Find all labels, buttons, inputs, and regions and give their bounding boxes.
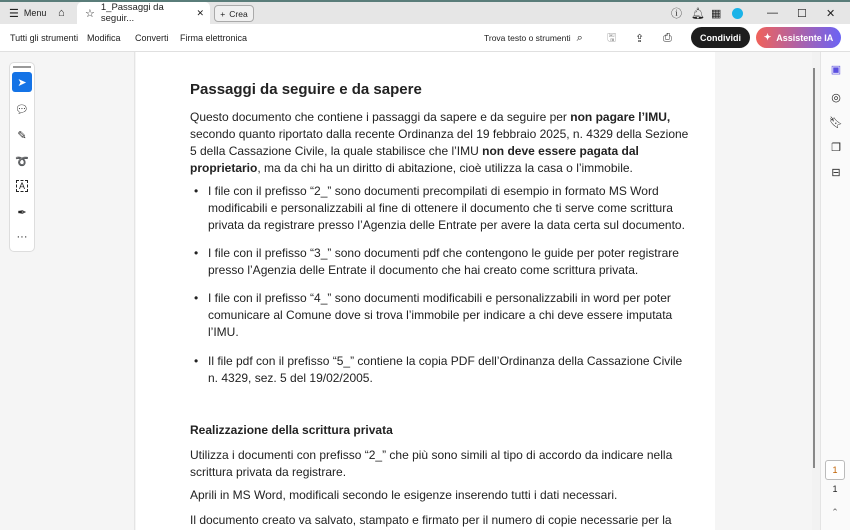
ai-panel-button[interactable] (827, 60, 845, 78)
search-icon: ⌕ (576, 31, 583, 44)
menu-convert[interactable]: Converti (135, 33, 169, 43)
close-icon: ✕ (826, 7, 836, 20)
quick-tools (9, 62, 35, 252)
bookmarks-panel-button[interactable] (827, 113, 845, 131)
text: I file con il prefisso “3_” sono documenti pdf che contengono le guide per poter registrare (208, 246, 679, 260)
highlight-icon: ✎ (17, 129, 27, 142)
menu-esign[interactable]: Firma elettronica (180, 33, 248, 43)
text: Utilizza i documenti con prefisso “2_” che più sono simili al tipo di accordo da indicare nella (190, 448, 673, 462)
section-heading: Realizzazione della scrittura privata (190, 423, 393, 437)
text: modificabili e personalizzabili al fine di ottenere il documento che ti serve come scrittura (208, 201, 673, 215)
tab-title: 1_Passaggi da seguir... (100, 2, 164, 24)
text: presso l’Agenzia delle Entrate il documento che hai creato come scrittura privata. (208, 263, 639, 277)
right-rail (820, 52, 850, 530)
home-icon: ⌂ (58, 7, 65, 19)
text-box-icon: A (16, 180, 28, 192)
print-icon: ⎙ (663, 31, 672, 44)
text: I file con il prefisso “4_” sono documenti modificabili e personalizzabili in word per poter (208, 291, 671, 305)
text-bold: non pagare l’IMU, (570, 110, 671, 124)
ai-chat-icon: ▣ (830, 63, 842, 76)
ai-assistant-button[interactable] (756, 27, 841, 48)
bullet-item (194, 290, 673, 341)
text: Il file pdf con il prefisso “5_” contiene la copia PDF dell’Ordinanza della Cassazione Civile (208, 354, 683, 368)
save-button[interactable] (607, 24, 616, 52)
search-label: Trova testo o strumenti (484, 33, 571, 43)
comment-icon: 💬︎ (15, 103, 29, 116)
more-tools[interactable] (12, 227, 32, 247)
maximize-button[interactable] (797, 2, 807, 24)
share-button[interactable]: Condividi (691, 27, 750, 48)
bullet-icon: • (194, 184, 199, 198)
comment-icon: ◎ (831, 91, 841, 104)
apps-button[interactable] (711, 2, 721, 24)
apps-grid-icon: ▦ (711, 7, 722, 20)
draw-icon: ➰ (15, 155, 29, 168)
menu-all-tools[interactable]: Tutti gli strumenti (10, 33, 79, 43)
text: , ma da chi ha un diritto di abitazione, cioè utilizza la casa o l’immobile. (257, 161, 633, 175)
help-button[interactable] (671, 2, 682, 24)
home-button[interactable] (58, 2, 65, 24)
menu-label: Menu (23, 8, 47, 18)
document-page (136, 52, 715, 530)
close-window-button[interactable] (826, 2, 835, 24)
bookmark-icon: 🔖︎ (829, 116, 843, 129)
bell-icon: 🔔︎ (691, 7, 705, 20)
text: scrittura privata da registrare. (190, 465, 347, 479)
text: I file con il prefisso “2_” sono documenti precompilati di esempio in formato MS Word (208, 184, 659, 198)
draw-tool[interactable] (12, 151, 32, 171)
text-bold: non deve essere pagata dal (482, 144, 639, 158)
cloud-upload-icon: ⇪ (635, 32, 645, 45)
previous-page-button[interactable] (825, 507, 845, 518)
title-bar (0, 0, 850, 24)
sign-tool[interactable] (12, 202, 32, 222)
minimize-icon: — (767, 7, 778, 19)
text: n. 4329, sez. 5 del 19/02/2005. (208, 371, 373, 385)
search-tools[interactable] (484, 24, 583, 52)
main-toolbar (0, 24, 850, 52)
menu-edit[interactable]: Modifica (87, 33, 121, 43)
intro-paragraph (190, 109, 688, 177)
pages-icon: ❐ (831, 141, 841, 154)
document-title: Passaggi da seguire e da sapere (190, 81, 422, 98)
tree-icon: ⊟ (831, 166, 841, 179)
bullet-item (194, 353, 683, 387)
text: comunicare al Comune dove si trova l’immobile per indicare a chi deve essere imputata (208, 308, 673, 322)
bullet-icon: • (194, 291, 199, 305)
total-pages: 1 (832, 484, 838, 494)
maximize-icon: ☐ (797, 7, 807, 20)
document-tab[interactable] (77, 2, 210, 24)
drag-handle[interactable] (13, 66, 31, 68)
ai-assistant-label: Assistente IA (776, 32, 834, 43)
sign-icon: ✒ (17, 206, 27, 219)
current-page-input[interactable]: 1 (825, 460, 845, 480)
hamburger-icon: ☰ (9, 7, 19, 20)
bullet-icon: • (194, 246, 199, 260)
upload-button[interactable] (635, 24, 644, 52)
text: l’IMU. (208, 325, 239, 339)
text: secondo quanto riportato dalla recente Ordinanza del 19 febbraio 2025, n. 4329 della Sezione (190, 127, 689, 141)
notifications-button[interactable] (691, 2, 705, 24)
print-button[interactable] (663, 24, 672, 52)
star-icon[interactable]: ☆ (85, 7, 95, 20)
avatar-icon (732, 8, 743, 19)
save-icon: 🖫 (607, 31, 617, 44)
pages-panel-button[interactable] (827, 138, 845, 156)
help-icon: ⓘ (671, 8, 682, 20)
create-button[interactable] (214, 5, 254, 22)
select-icon: ➤ (17, 76, 27, 89)
create-label: Crea (229, 8, 248, 19)
structure-panel-button[interactable] (827, 163, 845, 181)
comment-tool[interactable] (12, 99, 32, 119)
minimize-button[interactable] (767, 2, 778, 24)
ai-assistant-icon: ✦ (763, 32, 772, 42)
text-bold: proprietario (190, 161, 258, 175)
bullet-icon: • (194, 354, 199, 368)
select-tool[interactable] (12, 72, 32, 92)
highlight-tool[interactable] (12, 125, 32, 145)
text: privata da registrare presso l’Agenzia delle Entrate per avere la data certa sul documento. (208, 218, 685, 232)
chevron-up-icon: ⌃ (831, 507, 839, 517)
paragraph (190, 447, 672, 481)
comments-panel-button[interactable] (827, 88, 845, 106)
paragraph: Aprili in MS Word, modificali secondo le esigenze inserendo tutti i dati necessari. (190, 488, 618, 502)
text-box-tool[interactable] (12, 176, 32, 196)
text: Questo documento che contiene i passaggi da sapere e da seguire per (190, 110, 571, 124)
more-icon: ··· (16, 231, 28, 243)
menu-button[interactable] (9, 2, 46, 24)
account-avatar[interactable] (732, 2, 743, 24)
close-tab-icon[interactable]: ✕ (196, 7, 204, 18)
scrollbar-thumb[interactable] (813, 68, 815, 468)
text: 5 della Cassazione Civile, la quale stabilisce che l’IMU (190, 144, 483, 158)
plus-icon: + (220, 8, 226, 19)
paragraph: Il documento creato va salvato, stampato e firmato per il numero di copie necessarie per la (190, 513, 672, 527)
bullet-item (194, 183, 685, 234)
bullet-item (194, 245, 679, 279)
